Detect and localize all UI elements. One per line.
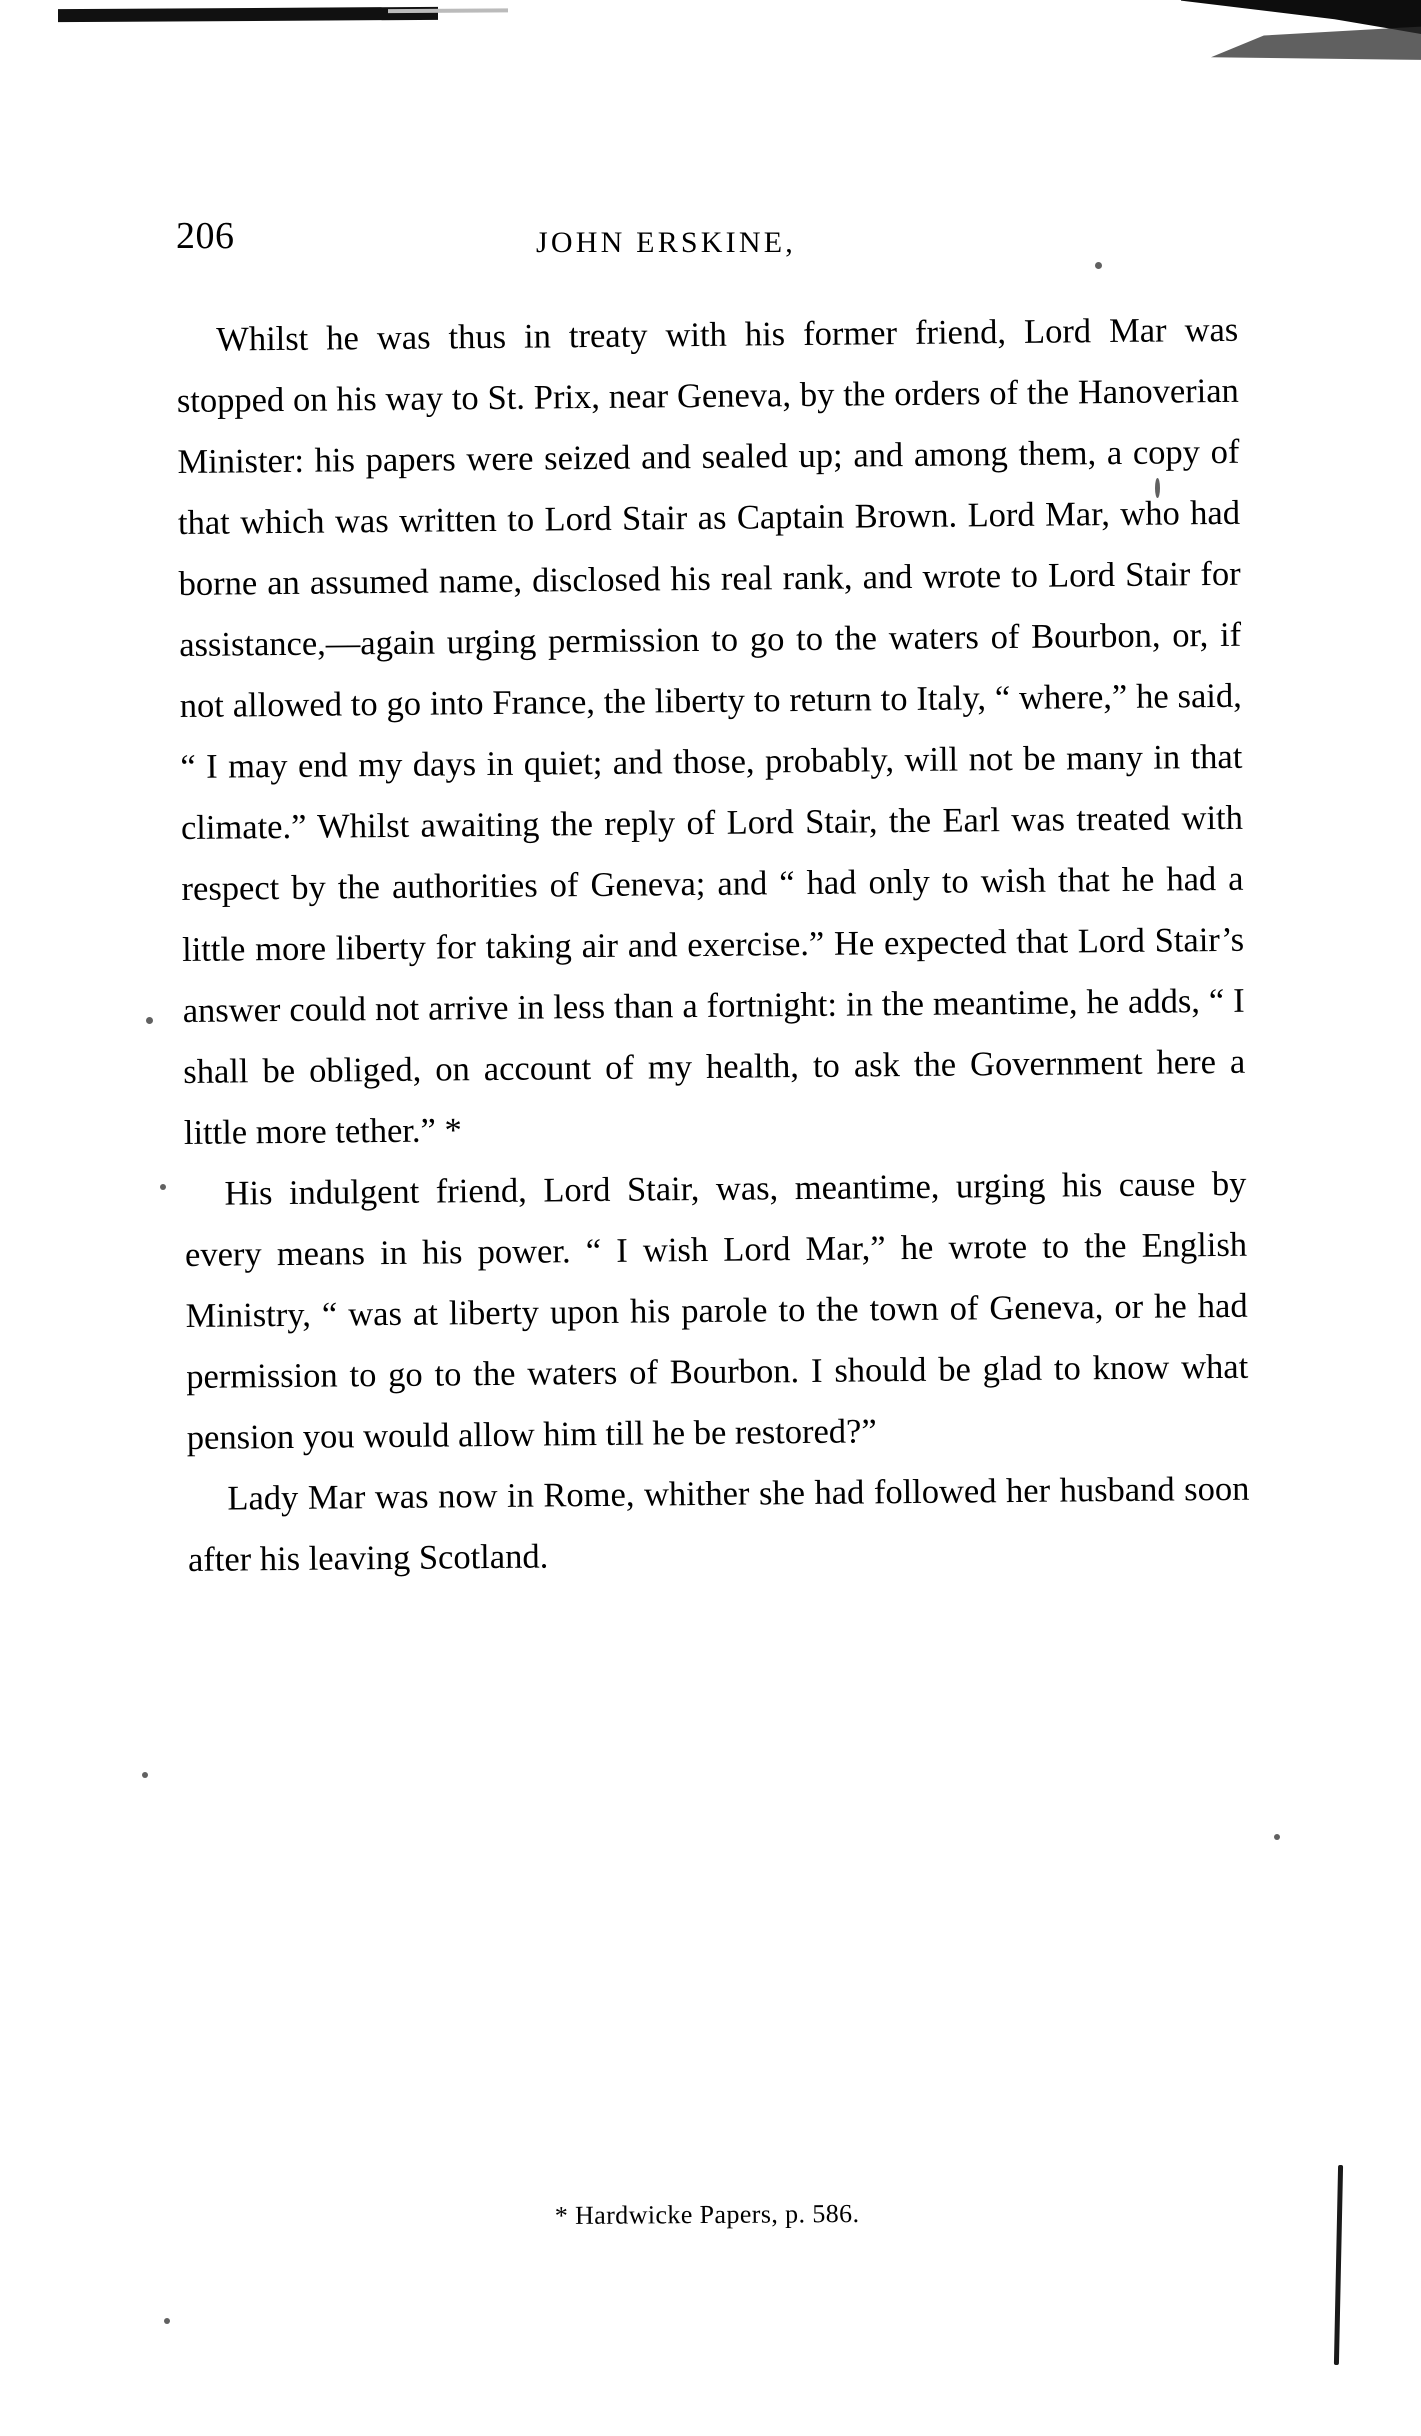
- page-header: [176, 215, 1236, 272]
- scan-wedge-shape-secondary: [1211, 26, 1421, 60]
- running-head: JOHN ERSKINE,: [536, 226, 796, 259]
- footnote: * Hardwicke Papers, p. 586.: [554, 2198, 860, 2231]
- paragraph: Whilst he was thus in treaty with his former friend, Lord Mar was stopped on his way to St. Prix, near Geneva, by the orders of the Hanoverian Minister: his papers were seized and sealed up; and among them, a copy of that which was written to Lord Stair as Captain Brown. Lord Mar, who had borne an assumed name, disclosed his real rank, and wrote to Lord Stair for assistance,—again urging permission to go to the waters of Bourbon, or, if not allowed to go into France, the liberty to return to Italy, “ where,” he said, “ I may end my days in quiet; and those, probably, will not be many in that climate.” Whilst awaiting the reply of Lord Stair, the Earl was treated with respect by the authorities of Geneva; and “ had only to wish that he had a little more liberty for taking air and exercise.” He expected that Lord Stair’s answer could not arrive in less than a fortnight: in the meantime, he adds, “ I shall be obliged, on account of my health, to ask the Government here a little more tether.” *: [176, 310, 1246, 1152]
- page-body: [176, 300, 1250, 1591]
- scan-speck: [164, 2318, 170, 2324]
- paragraph: Lady Mar was now in Rome, whither she had followed her husband soon after his leaving Scotland.: [187, 1469, 1250, 1579]
- scan-edge-artifact-top-left: [58, 7, 438, 22]
- scan-corner-artifact-top-right: [1181, 0, 1421, 80]
- scan-speck: [146, 1017, 153, 1024]
- scan-speck: [160, 1184, 166, 1190]
- scan-speck: [142, 1772, 148, 1778]
- paragraph: His indulgent friend, Lord Stair, was, meantime, urging his cause by every means in his power. “ I wish Lord Mar,” he wrote to the English Ministry, “ was at liberty upon his parole to the town of Geneva, or he had permission to go to the waters of Bourbon. I should be glad to know what pension you would allow him till he be restored?”: [184, 1164, 1249, 1457]
- scan-streak-artifact-right: [1334, 2165, 1343, 2365]
- scan-speck: [1274, 1834, 1280, 1840]
- page-number: 206: [176, 215, 235, 257]
